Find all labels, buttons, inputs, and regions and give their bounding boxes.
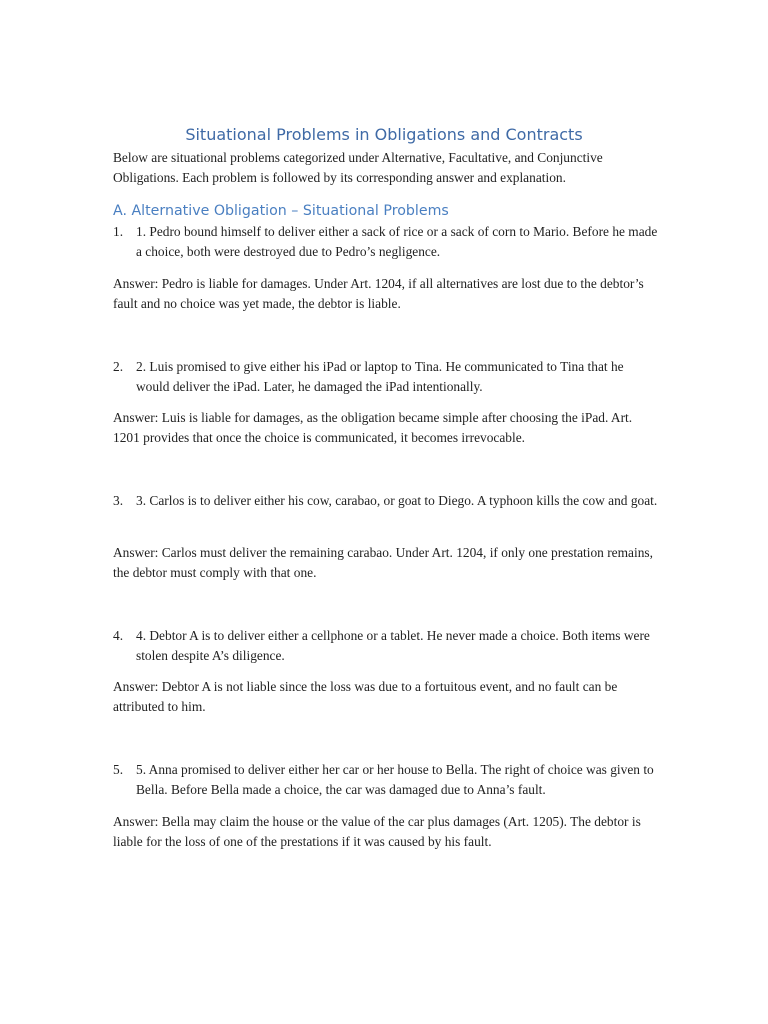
problem-question: 2. Luis promised to give either his iPad or laptop to Tina. He communicated to Tina that he would deliver the iPad. Later, he damaged the iPad intentionally. [136, 359, 624, 394]
problem-question: 3. Carlos is to deliver either his cow, carabao, or goat to Diego. A typhoon kills the cow and goat. [136, 493, 658, 508]
problem-item [113, 760, 658, 800]
problem-question: 1. Pedro bound himself to deliver either a sack of rice or a sack of corn to Mario. Before he made a choice, both were destroyed due to Pedro’s negligence. [136, 224, 658, 259]
problem-question: 4. Debtor A is to deliver either a cellphone or a tablet. He never made a choice. Both items were stolen despite A’s diligence. [136, 628, 650, 663]
problem-item [113, 222, 658, 262]
problem-answer: Answer: Debtor A is not liable since the loss was due to a fortuitous event, and no fault can be attributed to him. [113, 679, 618, 714]
problem-answer: Answer: Carlos must deliver the remaining carabao. Under Art. 1204, if only one prestation remains, the debtor must comply with that one. [113, 545, 653, 580]
problem-number: 1. [113, 224, 124, 239]
intro-paragraph: Below are situational problems categorized under Alternative, Facultative, and Conjunctive Obligations. Each problem is followed by its corresponding answer and explanation. [113, 150, 603, 185]
problem-item [113, 491, 658, 511]
problem-item [113, 626, 658, 666]
problem-number: 3. [113, 493, 124, 508]
document-title: Situational Problems in Obligations and Contracts [185, 125, 583, 144]
problem-answer: Answer: Luis is liable for damages, as the obligation became simple after choosing the iPad. Art. 1201 provides that once the choice is communicated, it becomes irrevocable. [113, 410, 633, 445]
problem-number: 5. [113, 762, 124, 777]
problem-question: 5. Anna promised to deliver either her car or her house to Bella. The right of choice was given to Bella. Before Bella made a choice, the car was damaged due to Anna’s fault. [136, 762, 654, 797]
problem-number: 2. [113, 359, 124, 374]
problem-number: 4. [113, 628, 124, 643]
problem-item [113, 357, 658, 397]
problem-answer: Answer: Pedro is liable for damages. Under Art. 1204, if all alternatives are lost due to the debtor’s fault and no choice was yet made, the debtor is liable. [113, 276, 644, 311]
problem-answer: Answer: Bella may claim the house or the value of the car plus damages (Art. 1205). The debtor is liable for the loss of one of the prestations if it was caused by his fault. [113, 814, 641, 849]
section-heading: A. Alternative Obligation – Situational Problems [113, 203, 449, 219]
